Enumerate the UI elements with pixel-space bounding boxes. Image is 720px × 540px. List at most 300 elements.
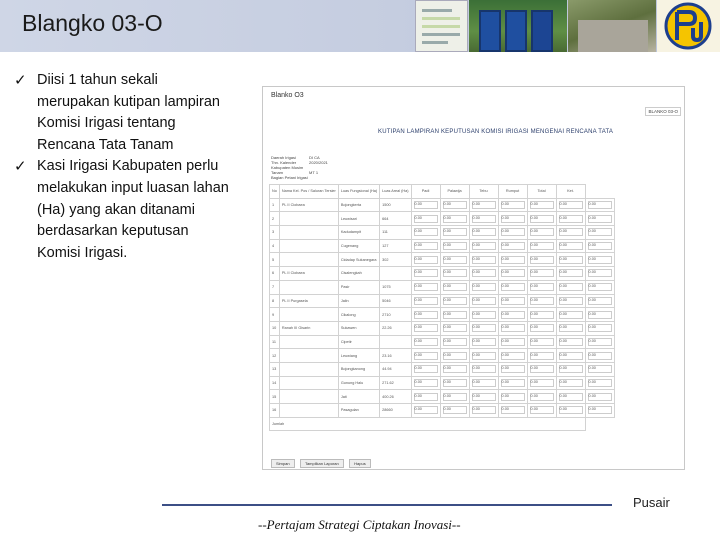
value-cell [440,198,469,212]
value-input[interactable]: 0.00 [588,242,612,250]
value-cell [411,212,440,226]
row-area: 2710 [380,308,411,322]
row-name [279,308,338,322]
value-input[interactable]: 0.00 [559,393,583,401]
value-input[interactable]: 0.00 [414,379,438,387]
value-cell [498,376,527,390]
row-block: Pasir [338,280,379,294]
value-input[interactable]: 0.00 [414,338,438,346]
row-name: PL II Purgasela [279,294,338,308]
table-row [270,335,615,349]
delete-button[interactable]: Hapus [349,459,371,468]
irrigation-channel-photo [568,0,656,52]
value-cell [585,253,614,267]
value-input[interactable]: 0.00 [472,297,496,305]
value-input[interactable]: 0.00 [414,242,438,250]
value-cell [411,267,440,281]
value-input[interactable]: 0.00 [501,311,525,319]
value-input[interactable]: 0.00 [443,269,467,277]
row-number: 9 [270,308,280,322]
row-name [279,404,338,418]
value-cell [556,267,585,281]
value-cell [585,212,614,226]
value-input[interactable]: 0.00 [559,406,583,414]
row-number: 13 [270,362,280,376]
row-block: Bojongkerta [338,198,379,212]
value-input[interactable]: 0.00 [501,256,525,264]
value-input[interactable]: 0.00 [559,311,583,319]
value-input[interactable]: 0.00 [443,352,467,360]
bullet-text: Diisi 1 tahun sekali merupakan kutipan lampiran Komisi Irigasi tentang Rencana Tata Tanam [37,72,220,153]
row-name [279,253,338,267]
slide-title: Blangko 03-O [22,10,163,36]
row-block: Cipetir [338,335,379,349]
value-input[interactable]: 0.00 [443,228,467,236]
value-cell [440,321,469,335]
table-row [270,308,615,322]
row-number: 11 [270,335,280,349]
value-input[interactable]: 0.00 [472,365,496,373]
row-name [279,212,338,226]
value-cell [527,404,556,418]
value-input[interactable]: 0.00 [472,352,496,360]
value-input[interactable]: 0.00 [501,228,525,236]
value-input[interactable]: 0.00 [472,242,496,250]
value-cell [585,226,614,240]
value-cell [411,390,440,404]
value-cell [440,308,469,322]
value-input[interactable]: 0.00 [530,201,554,209]
value-input[interactable]: 0.00 [530,365,554,373]
value-input[interactable]: 0.00 [443,215,467,223]
footer-org: Pusair [633,495,670,510]
value-input[interactable]: 0.00 [588,352,612,360]
value-input[interactable]: 0.00 [501,215,525,223]
value-input[interactable]: 0.00 [443,201,467,209]
value-input[interactable]: 0.00 [501,393,525,401]
value-input[interactable]: 0.00 [588,256,612,264]
row-number: 16 [270,404,280,418]
show-report-button[interactable]: Tampilkan Laporan [300,459,344,468]
value-cell [527,362,556,376]
value-cell [585,280,614,294]
value-input[interactable]: 0.00 [501,297,525,305]
value-input[interactable]: 0.00 [559,256,583,264]
value-input[interactable]: 0.00 [414,215,438,223]
value-input[interactable]: 0.00 [443,365,467,373]
value-input[interactable]: 0.00 [414,228,438,236]
value-cell [498,335,527,349]
value-input[interactable]: 0.00 [501,324,525,332]
row-block: Cidadap Sukanegara [338,253,379,267]
value-cell [411,404,440,418]
value-input[interactable]: 0.00 [530,215,554,223]
value-cell [498,198,527,212]
table-row [270,390,615,404]
total-row [270,417,615,431]
value-cell [469,362,498,376]
value-cell [556,280,585,294]
row-number: 2 [270,212,280,226]
row-area: 664 [380,212,411,226]
value-input[interactable]: 0.00 [472,324,496,332]
form-meta [271,155,328,180]
value-cell [498,321,527,335]
save-button[interactable]: Simpan [271,459,295,468]
value-cell [585,376,614,390]
row-block: Sukawen [338,321,379,335]
value-input[interactable]: 0.00 [588,379,612,387]
value-input[interactable]: 0.00 [414,283,438,291]
value-input[interactable]: 0.00 [414,297,438,305]
value-cell [498,349,527,363]
value-input[interactable]: 0.00 [588,228,612,236]
value-input[interactable]: 0.00 [530,297,554,305]
value-cell [411,226,440,240]
table-row [270,404,615,418]
column-header: Nama Kel. Pos / Saluran Tersier [279,185,338,199]
table-row [270,212,615,226]
row-name [279,280,338,294]
value-cell [527,308,556,322]
row-number: 15 [270,390,280,404]
value-cell [469,376,498,390]
value-input[interactable]: 0.00 [530,406,554,414]
table-row [270,321,615,335]
row-name [279,239,338,253]
row-block: Gunung Halu [338,376,379,390]
meta-label: Bagian Petani Irigasi [271,175,308,180]
value-input[interactable]: 0.00 [530,242,554,250]
meta-label: Daerah Irigasi [271,155,296,160]
value-cell [498,226,527,240]
value-input[interactable]: 0.00 [472,311,496,319]
value-input[interactable]: 0.00 [501,269,525,277]
value-cell [469,390,498,404]
value-input[interactable]: 0.00 [472,256,496,264]
value-cell [411,280,440,294]
value-cell [556,294,585,308]
value-input[interactable]: 0.00 [588,393,612,401]
row-area: 302 [380,253,411,267]
value-input[interactable]: 0.00 [443,379,467,387]
value-input[interactable]: 0.00 [472,201,496,209]
table-row [270,226,615,240]
value-cell [411,349,440,363]
value-cell [440,376,469,390]
row-block: Pasagulan [338,404,379,418]
value-input[interactable]: 0.00 [530,379,554,387]
row-area: 5046 [380,294,411,308]
value-cell [498,280,527,294]
row-block: Cugenang [338,239,379,253]
value-input[interactable]: 0.00 [530,228,554,236]
value-input[interactable]: 0.00 [559,324,583,332]
value-input[interactable]: 0.00 [559,365,583,373]
value-input[interactable]: 0.00 [472,228,496,236]
value-input[interactable]: 0.00 [472,283,496,291]
row-name: PL II Ciobaea [279,198,338,212]
column-header: No [270,185,280,199]
value-cell [440,280,469,294]
value-input[interactable]: 0.00 [559,228,583,236]
value-cell [440,404,469,418]
row-area: 28660 [380,404,411,418]
value-cell [585,294,614,308]
value-cell [585,362,614,376]
value-input[interactable]: 0.00 [588,324,612,332]
value-cell [498,404,527,418]
value-cell [498,253,527,267]
value-cell [498,212,527,226]
row-area [380,335,411,349]
column-header: Ket. [556,185,585,199]
row-block: Kadudampit [338,226,379,240]
row-name [279,335,338,349]
value-input[interactable]: 0.00 [414,324,438,332]
bullet-list [14,70,229,264]
value-cell [556,390,585,404]
row-area: 44.94 [380,362,411,376]
value-cell [440,362,469,376]
value-input[interactable]: 0.00 [501,379,525,387]
value-cell [411,253,440,267]
row-area: 400.26 [380,390,411,404]
value-cell [440,253,469,267]
table-header-row [270,185,615,199]
meta-value: 2020/2021 [309,160,328,165]
value-input[interactable]: 0.00 [501,352,525,360]
value-input[interactable]: 0.00 [443,393,467,401]
value-input[interactable]: 0.00 [443,283,467,291]
value-input[interactable]: 0.00 [443,297,467,305]
row-area: 23.16 [380,349,411,363]
value-input[interactable]: 0.00 [501,201,525,209]
row-name [279,390,338,404]
value-cell [585,321,614,335]
value-cell [411,239,440,253]
value-input[interactable]: 0.00 [443,338,467,346]
pu-logo-icon [657,0,720,52]
row-area [380,267,411,281]
value-input[interactable]: 0.00 [501,406,525,414]
value-cell [585,404,614,418]
row-block: Leuwiang [338,349,379,363]
meta-value: MT 1 [309,170,319,175]
row-number: 3 [270,226,280,240]
value-cell [440,239,469,253]
value-cell [469,198,498,212]
column-header: Luas Fungsional (Ha) [338,185,379,199]
value-input[interactable]: 0.00 [588,338,612,346]
row-area: 271.62 [380,376,411,390]
value-cell [556,335,585,349]
row-name [279,226,338,240]
value-input[interactable]: 0.00 [414,269,438,277]
value-cell [469,404,498,418]
value-input[interactable]: 0.00 [414,256,438,264]
rtt-table [269,184,615,431]
value-input[interactable]: 0.00 [588,283,612,291]
value-input[interactable]: 0.00 [559,352,583,360]
value-input[interactable]: 0.00 [559,297,583,305]
value-input[interactable]: 0.00 [559,201,583,209]
column-header: Padi [411,185,440,199]
row-number: 1 [270,198,280,212]
form-title: Blanko O3 [271,92,304,99]
value-input[interactable]: 0.00 [472,338,496,346]
form-buttons [271,459,375,468]
value-cell [556,226,585,240]
value-input[interactable]: 0.00 [530,256,554,264]
value-input[interactable]: 0.00 [472,406,496,414]
value-input[interactable]: 0.00 [472,215,496,223]
value-cell [527,198,556,212]
value-cell [585,349,614,363]
value-input[interactable]: 0.00 [588,269,612,277]
value-input[interactable]: 0.00 [443,242,467,250]
value-cell [556,404,585,418]
value-input[interactable]: 0.00 [559,283,583,291]
value-input[interactable]: 0.00 [530,393,554,401]
value-cell [556,212,585,226]
value-cell [498,308,527,322]
value-input[interactable]: 0.00 [443,324,467,332]
value-input[interactable]: 0.00 [559,269,583,277]
meta-label: Thn. Kalender [271,160,297,165]
form-heading: KUTIPAN LAMPIRAN KEPUTUSAN KOMISI IRIGASI MENGENAI RENCANA TATA [378,129,614,135]
value-cell [585,335,614,349]
value-input[interactable]: 0.00 [530,338,554,346]
table-row [270,198,615,212]
row-number: 7 [270,280,280,294]
meta-label: Kabupaten Musim Tanam [271,165,304,175]
value-input[interactable]: 0.00 [472,379,496,387]
value-input[interactable]: 0.00 [414,201,438,209]
value-input[interactable]: 0.00 [414,352,438,360]
row-name [279,349,338,363]
value-cell [411,294,440,308]
table-row [270,376,615,390]
value-cell [411,198,440,212]
value-cell [440,390,469,404]
table-row [270,239,615,253]
column-header: Palawija [440,185,469,199]
row-block: Jalin [338,294,379,308]
row-name [279,376,338,390]
value-input[interactable]: 0.00 [530,324,554,332]
value-cell [556,239,585,253]
column-header: Luas Areal (Ha) [380,185,411,199]
value-input[interactable]: 0.00 [414,406,438,414]
value-cell [585,267,614,281]
form-thumbnail-photo [415,0,468,52]
value-input[interactable]: 0.00 [472,269,496,277]
value-cell [440,349,469,363]
value-cell [556,376,585,390]
value-cell [527,280,556,294]
value-cell [469,267,498,281]
value-input[interactable]: 0.00 [472,393,496,401]
row-number: 4 [270,239,280,253]
value-input[interactable]: 0.00 [501,365,525,373]
footer-divider [162,504,612,506]
value-input[interactable]: 0.00 [559,215,583,223]
row-area: 22.26 [380,321,411,335]
value-cell [585,239,614,253]
value-cell [469,253,498,267]
value-input[interactable]: 0.00 [530,352,554,360]
value-input[interactable]: 0.00 [443,256,467,264]
value-cell [440,294,469,308]
table-row [270,294,615,308]
value-input[interactable]: 0.00 [559,242,583,250]
value-cell [527,321,556,335]
value-input[interactable]: 0.00 [501,242,525,250]
value-input[interactable]: 0.00 [588,365,612,373]
value-cell [440,212,469,226]
value-cell [585,390,614,404]
value-cell [440,335,469,349]
value-input[interactable]: 0.00 [501,338,525,346]
value-input[interactable]: 0.00 [588,215,612,223]
value-input[interactable]: 0.00 [559,338,583,346]
column-header: Total [527,185,556,199]
row-block: Cisalengkah [338,267,379,281]
row-area: 127 [380,239,411,253]
value-cell [411,362,440,376]
value-cell [527,239,556,253]
value-cell [411,308,440,322]
value-cell [440,226,469,240]
value-input[interactable]: 0.00 [559,379,583,387]
value-input[interactable]: 0.00 [443,406,467,414]
row-number: 10 [270,321,280,335]
row-number: 5 [270,253,280,267]
value-input[interactable]: 0.00 [414,311,438,319]
row-name: PL II Ciobaea [279,267,338,281]
value-input[interactable]: 0.00 [530,283,554,291]
check-mark-icon: ✓ [14,72,27,89]
value-cell [527,349,556,363]
value-input[interactable]: 0.00 [588,201,612,209]
water-gate-photo [469,0,567,52]
value-cell [527,267,556,281]
value-input[interactable]: 0.00 [414,393,438,401]
value-cell [469,294,498,308]
value-cell [556,362,585,376]
value-input[interactable]: 0.00 [501,283,525,291]
value-input[interactable]: 0.00 [414,365,438,373]
footer-slogan: --Pertajam Strategi Ciptakan Inovasi-- [258,517,461,532]
value-cell [556,253,585,267]
row-number: 12 [270,349,280,363]
slide-header [0,0,720,52]
row-name: Ranah III Gisarin [279,321,338,335]
value-input[interactable]: 0.00 [443,311,467,319]
value-input[interactable]: 0.00 [588,406,612,414]
value-cell [411,376,440,390]
value-cell [556,198,585,212]
value-cell [585,308,614,322]
table-row [270,362,615,376]
value-input[interactable]: 0.00 [530,269,554,277]
value-input[interactable]: 0.00 [588,311,612,319]
value-cell [527,390,556,404]
value-cell [527,253,556,267]
value-input[interactable]: 0.00 [530,311,554,319]
value-input[interactable]: 0.00 [588,297,612,305]
